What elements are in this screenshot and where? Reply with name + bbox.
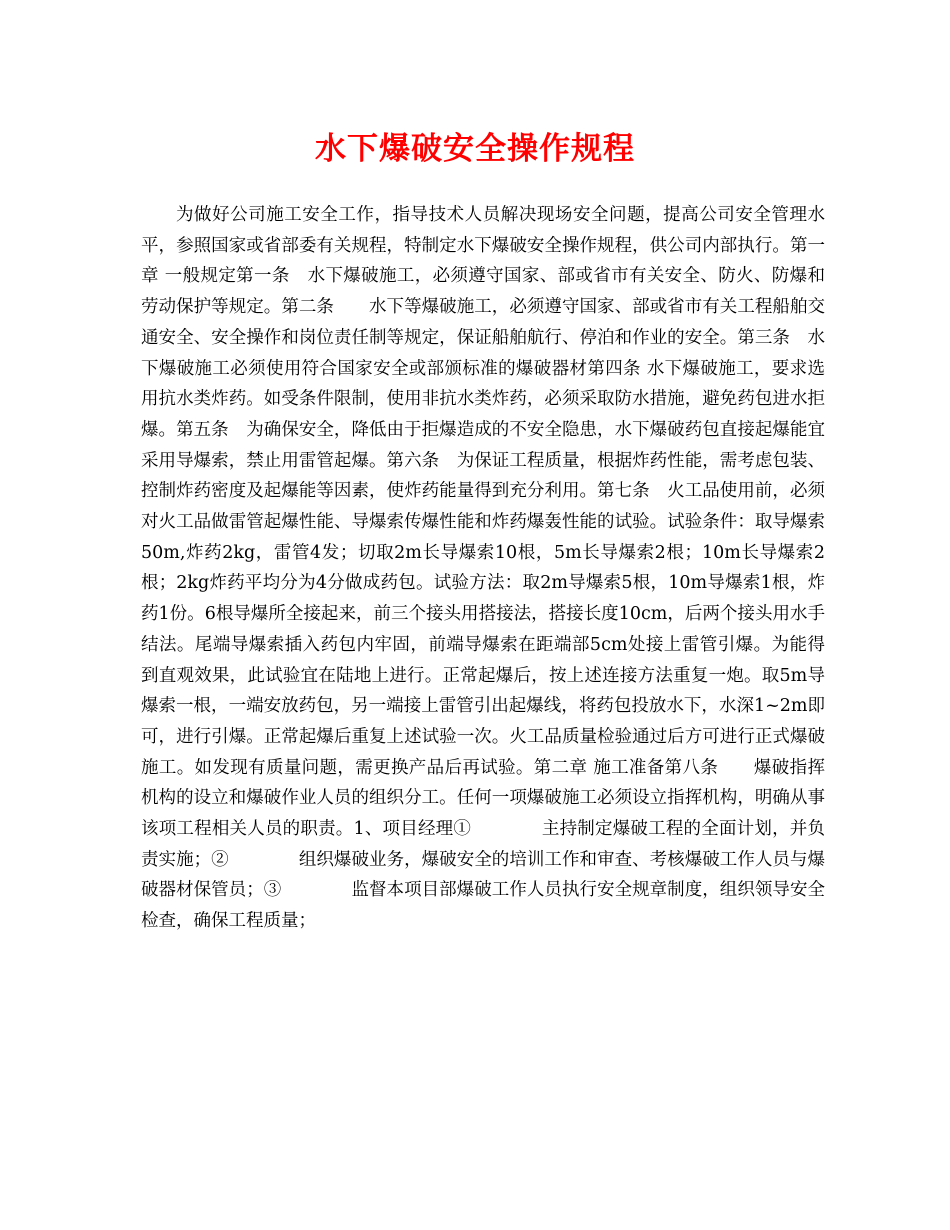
document-body	[141, 200, 825, 937]
document-title: 水下爆破安全操作规程	[315, 131, 635, 167]
body-paragraph: 为做好公司施工安全工作，指导技术人员解决现场安全问题，提高公司安全管理水平，参照国家或省部委有关规程，特制定水下爆破安全操作规程，供公司内部执行。第一章 一般规定第一条 水下爆破施工，必须遵守国家、部或省市有关安全、防火、防爆和劳动保护等规定。第二条 水下等爆破施工，必须遵守国家、部或省市有关工程船舶交通安全、安全操作和岗位责任制等规定，保证船舶航行、停泊和作业的安全。第三条 水下爆破施工必须使用符合国家安全或部颁标准的爆破器材第四条 水下爆破施工，要求选用抗水类炸药。如受条件限制，使用非抗水类炸药，必须采取防水措施，避免药包进水拒爆。第五条 为确保安全，降低由于拒爆造成的不安全隐患，水下爆破药包直接起爆能宜采用导爆索，禁止用雷管起爆。第六条 为保证工程质量，根据炸药性能，需考虑包装、控制炸药密度及起爆能等因素，使炸药能量得到充分利用。第七条 火工品使用前，必须对火工品做雷管起爆性能、导爆索传爆性能和炸药爆轰性能的试验。试验条件：取导爆索50m,炸药2kg，雷管4发；切取2m长导爆索10根，5m长导爆索2根；10m长导爆索2根；2kg炸药平均分为4分做成药包。试验方法：取2m导爆索5根，10m导爆索1根，炸药1份。6根导爆所全接起来，前三个接头用搭接法，搭接长度10cm，后两个接头用水手结法。尾端导爆索插入药包内牢固，前端导爆索在距端部5cm处接上雷管引爆。为能得到直观效果，此试验宜在陆地上进行。正常起爆后，按上述连接方法重复一炮。取5m导爆索一根，一端安放药包，另一端接上雷管引出起爆线，将药包投放水下，水深1~2m即可，进行引爆。正常起爆后重复上述试验一次。火工品质量检验通过后方可进行正式爆破施工。如发现有质量问题，需更换产品后再试验。第二章 施工准备第八条 爆破指挥机构的设立和爆破作业人员的组织分工。任何一项爆破施工必须设立指挥机构，明确从事该项工程相关人员的职责。1、项目经理① 主持制定爆破工程的全面计划，并负责实施；② 组织爆破业务，爆破安全的培训工作和审查、考核爆破工作人员与爆破器材保管员；③ 监督本项目部爆破工作人员执行安全规章制度，组织领导安全检查，确保工程质量；	[141, 205, 825, 932]
